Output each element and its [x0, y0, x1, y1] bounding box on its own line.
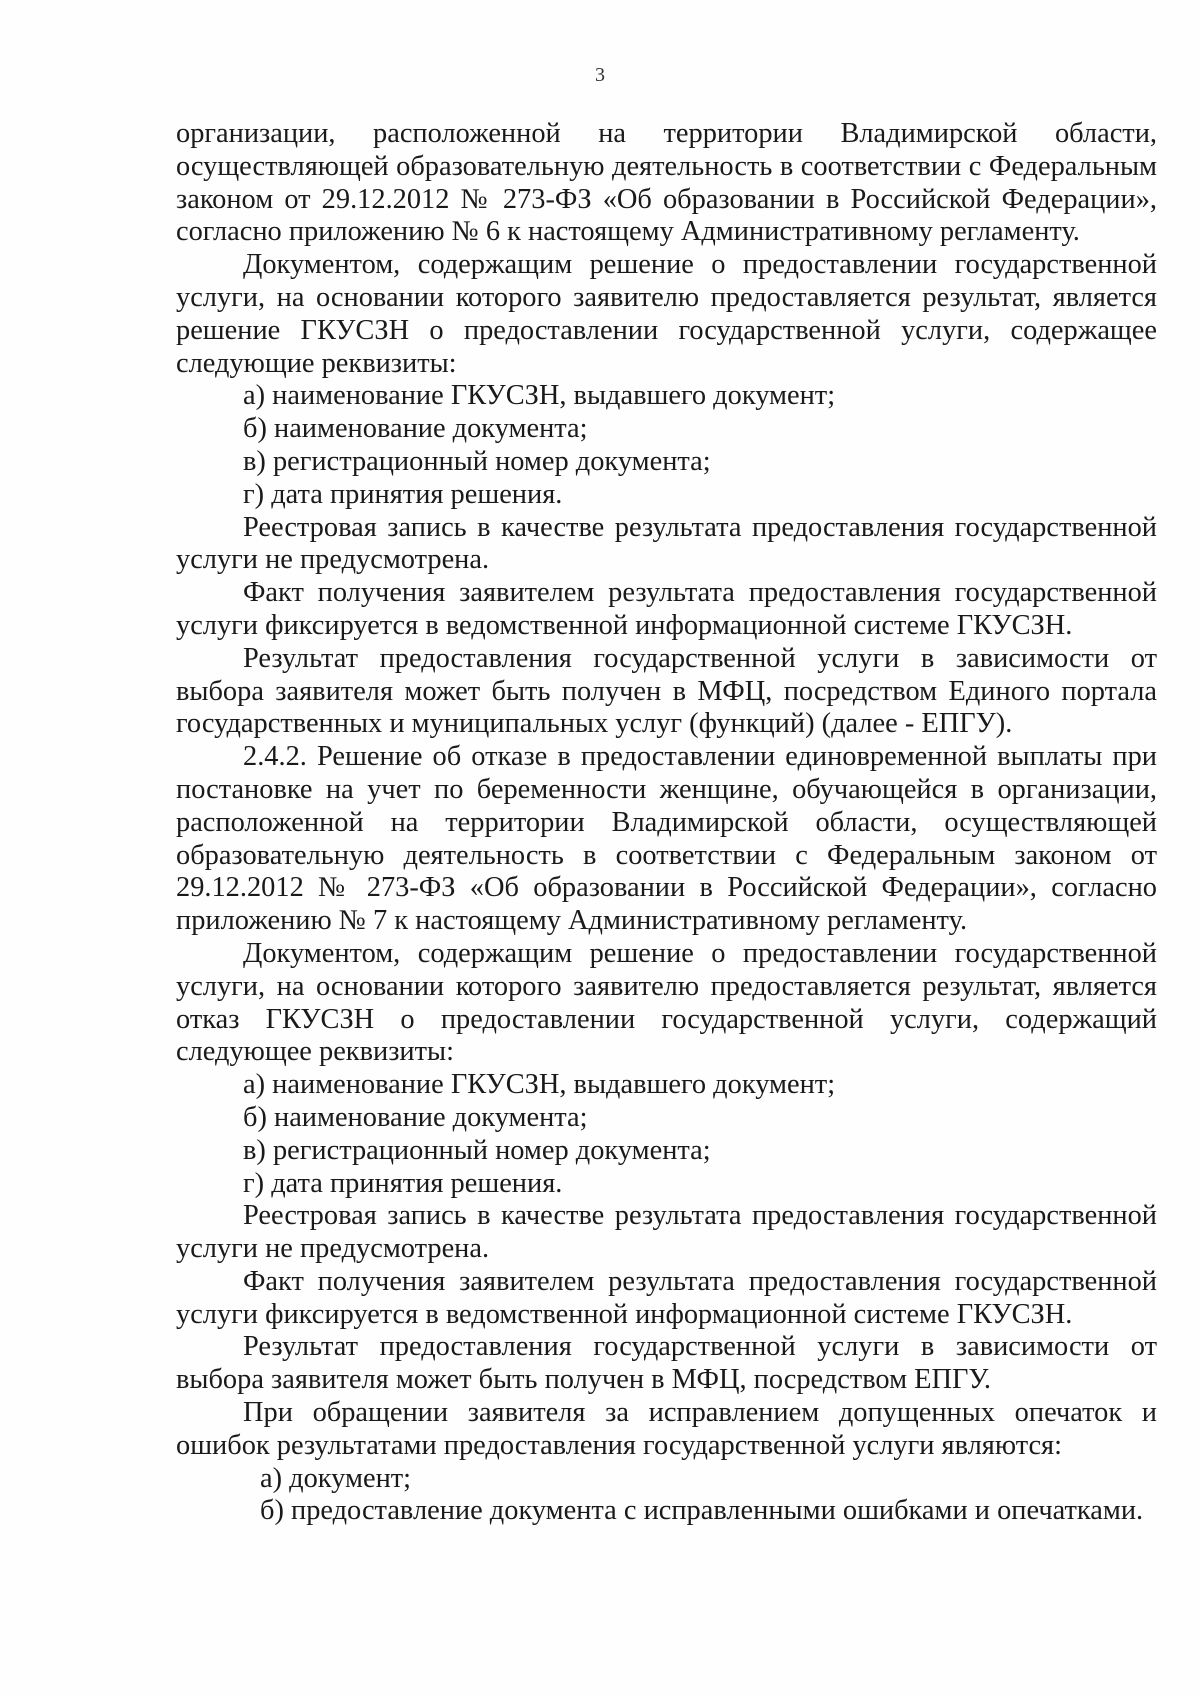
document-body	[176, 118, 1157, 1528]
list-item-a: а) документ;	[260, 1462, 412, 1494]
list-item-g: г) дата принятия решения.	[243, 1167, 563, 1199]
list-item-a: а) наименование ГКУСЗН, выдавшего документ;	[243, 1069, 836, 1101]
paragraph-refusal-document: Документом, содержащим решение о предоставлении государственной услуги, на основании которого заявителю предоставляется результат, является отказ ГКУСЗН о предоставлении государственной услуги, содержащий следующее реквизиты:	[176, 937, 1157, 1068]
list-item-a: а) наименование ГКУСЗН, выдавшего документ;	[243, 380, 836, 412]
list-item-b: б) наименование документа;	[243, 413, 588, 445]
paragraph-registry-record: Реестровая запись в качестве результата предоставления государственной услуги не предусмотрена.	[176, 1200, 1157, 1265]
paragraph-corrections: При обращении заявителя за исправлением допущенных опечаток и ошибок результатами предоставления государственной услуги являются:	[176, 1397, 1157, 1461]
list-item-b: б) предоставление документа с исправленными ошибками и опечатками.	[260, 1495, 1144, 1527]
paragraph-decision-document: Документом, содержащим решение о предоставлении государственной услуги, на основании которого заявителю предоставляется результат, является решение ГКУСЗН о предоставлении государственной услуги, содержащее следующие реквизиты:	[176, 249, 1157, 379]
page-number: 3	[595, 64, 605, 86]
paragraph-fact-receipt: Факт получения заявителем результата предоставления государственной услуги фиксируется в ведомственной информационной системе ГКУСЗН.	[176, 577, 1157, 641]
list-item-g: г) дата принятия решения.	[243, 478, 563, 510]
list-item-v: в) регистрационный номер документа;	[243, 1134, 711, 1166]
list-item-b: б) наименование документа;	[243, 1101, 588, 1133]
paragraph-fact-receipt: Факт получения заявителем результата предоставления государственной услуги фиксируется в ведомственной информационной системе ГКУСЗН.	[176, 1265, 1157, 1330]
paragraph-continuation: организации, расположенной на территории Владимирской области, осуществляющей образовательную деятельность в соответствии с Федеральным законом от 29.12.2012 № 273-ФЗ «Об образовании в Российской Федерации», согласно приложению № 6 к настоящему Административному регламенту.	[176, 118, 1157, 248]
paragraph-result-receipt: Результат предоставления государственной услуги в зависимости от выбора заявителя может быть получен в МФЦ, посредством Единого портала государственных и муниципальных услуг (функций) (далее - ЕПГУ).	[176, 642, 1157, 740]
paragraph-section-2-4-2: 2.4.2. Решение об отказе в предоставлении единовременной выплаты при постановке на учет по беременности женщине, обучающейся в организации, расположенной на территории Владимирской области, осуществляющей образовательную деятельность в соответствии с Федеральным законом от 29.12.2012 № 273-ФЗ «Об образовании в Российской Федерации», согласно приложению № 7 к настоящему Административному регламенту.	[176, 741, 1157, 937]
paragraph-registry-record: Реестровая запись в качестве результата предоставления государственной услуги не предусмотрена.	[176, 511, 1157, 576]
list-item-v: в) регистрационный номер документа;	[243, 445, 711, 477]
paragraph-result-receipt: Результат предоставления государственной услуги в зависимости от выбора заявителя может быть получен в МФЦ, посредством ЕПГУ.	[176, 1331, 1157, 1396]
